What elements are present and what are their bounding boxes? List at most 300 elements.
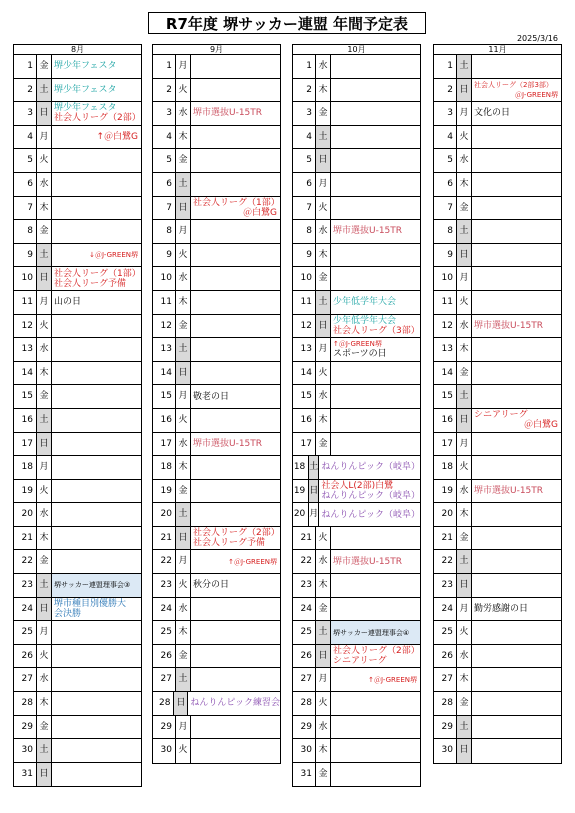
- event-cell: [472, 55, 561, 78]
- event-cell: [331, 550, 420, 573]
- day-number: 15: [153, 385, 176, 408]
- event-cell: [331, 315, 420, 338]
- event-cell: [191, 574, 280, 597]
- day-number: 4: [153, 126, 176, 149]
- weekday-cell: 金: [316, 267, 331, 290]
- weekday-cell: 水: [37, 503, 52, 526]
- day-row: [153, 739, 280, 763]
- day-row: [14, 126, 141, 150]
- weekday-cell: 日: [174, 692, 188, 715]
- event-cell: [191, 173, 280, 196]
- day-number: 10: [14, 267, 37, 290]
- event-text: シニアリーグ: [333, 656, 387, 667]
- weekday-cell: 火: [316, 692, 331, 715]
- event-cell: [191, 550, 280, 573]
- event-text: ねんりんピック（岐阜）: [321, 462, 420, 473]
- day-number: 19: [153, 480, 176, 503]
- day-number: 12: [153, 315, 176, 338]
- day-number: 26: [153, 645, 176, 668]
- event-cell: [52, 244, 141, 267]
- event-text: ↓＠J-GREEN堺: [89, 251, 138, 260]
- page-title: R7年度 堺サッカー連盟 年間予定表: [148, 12, 426, 34]
- day-number: 21: [153, 527, 176, 550]
- event-text: 敬老の日: [193, 391, 230, 402]
- weekday-cell: 土: [176, 503, 191, 526]
- day-number: 4: [293, 126, 316, 149]
- day-number: 4: [434, 126, 457, 149]
- day-row: [293, 291, 420, 315]
- weekday-cell: 月: [176, 220, 191, 243]
- weekday-cell: 日: [457, 79, 472, 102]
- weekday-cell: 水: [176, 102, 191, 125]
- weekday-cell: 土: [316, 291, 331, 314]
- day-number: 18: [293, 456, 309, 479]
- day-number: 3: [434, 102, 457, 125]
- day-row: [434, 550, 561, 574]
- weekday-cell: 金: [37, 220, 52, 243]
- day-number: 4: [14, 126, 37, 149]
- event-text: ねんりんピック（岐阜）: [321, 509, 420, 520]
- event-cell: [52, 433, 141, 456]
- event-cell: [472, 739, 561, 763]
- event-cell: [52, 503, 141, 526]
- weekday-cell: 水: [316, 716, 331, 739]
- day-number: 24: [434, 598, 457, 621]
- day-number: 28: [14, 692, 37, 715]
- event-text: 堺市選抜U-15TR: [474, 320, 544, 331]
- day-row: [434, 338, 561, 362]
- day-row: [14, 79, 141, 103]
- event-text: 社会人リーグ（3部）: [333, 325, 420, 336]
- weekday-cell: 月: [37, 126, 52, 149]
- event-cell: [191, 338, 280, 361]
- event-cell: [331, 621, 420, 644]
- day-row: [434, 220, 561, 244]
- event-cell: [331, 668, 420, 691]
- day-number: 23: [153, 574, 176, 597]
- day-number: 22: [434, 550, 457, 573]
- weekday-cell: 月: [176, 385, 191, 408]
- event-cell: [472, 527, 561, 550]
- weekday-cell: 水: [176, 598, 191, 621]
- day-row: [434, 433, 561, 457]
- weekday-cell: 木: [457, 338, 472, 361]
- day-row: [293, 267, 420, 291]
- day-number: 26: [293, 645, 316, 668]
- day-number: 9: [434, 244, 457, 267]
- day-row: [14, 574, 141, 598]
- weekday-cell: 木: [176, 456, 191, 479]
- weekday-cell: 火: [37, 645, 52, 668]
- weekday-cell: 月: [316, 173, 331, 196]
- event-cell: [191, 668, 280, 691]
- day-number: 13: [14, 338, 37, 361]
- event-cell: [52, 220, 141, 243]
- day-number: 25: [14, 621, 37, 644]
- weekday-cell: 金: [176, 645, 191, 668]
- event-cell: [52, 55, 141, 78]
- day-row: [153, 338, 280, 362]
- event-cell: [52, 79, 141, 102]
- weekday-cell: 土: [37, 409, 52, 432]
- weekday-cell: 日: [457, 574, 472, 597]
- event-cell: [472, 692, 561, 715]
- event-text: ↑＠J-GREEN堺: [228, 557, 277, 566]
- event-cell: [52, 692, 141, 715]
- event-text: スポーツの日: [333, 349, 387, 360]
- day-number: 24: [293, 598, 316, 621]
- day-number: 10: [434, 267, 457, 290]
- weekday-cell: 日: [316, 315, 331, 338]
- day-row: [293, 763, 420, 787]
- day-row: [14, 362, 141, 386]
- day-row: [293, 126, 420, 150]
- month-header: 9月: [152, 44, 281, 54]
- event-text: 堺少年フェスタ: [54, 84, 117, 95]
- event-text: ＠白鷺G: [243, 207, 277, 218]
- day-number: 6: [293, 173, 316, 196]
- weekday-cell: 木: [316, 574, 331, 597]
- event-text: 堺市種目別優勝大: [54, 598, 127, 609]
- weekday-cell: 火: [176, 739, 191, 763]
- day-number: 2: [293, 79, 316, 102]
- event-text: 社会人リーグ（1部）: [193, 197, 280, 208]
- day-row: [14, 645, 141, 669]
- day-number: 26: [434, 645, 457, 668]
- weekday-cell: 火: [176, 79, 191, 102]
- day-number: 17: [293, 433, 316, 456]
- month-header: 11月: [433, 44, 562, 54]
- event-cell: [472, 503, 561, 526]
- event-cell: [331, 645, 420, 668]
- event-cell: [331, 362, 420, 385]
- day-number: 7: [153, 197, 176, 220]
- day-row: [434, 267, 561, 291]
- event-text: 文化の日: [474, 108, 511, 119]
- weekday-cell: 日: [37, 763, 52, 787]
- day-row: [153, 267, 280, 291]
- day-row: [293, 645, 420, 669]
- weekday-cell: 金: [316, 102, 331, 125]
- event-cell: [52, 480, 141, 503]
- day-number: 15: [434, 385, 457, 408]
- day-row: [14, 527, 141, 551]
- day-row: [293, 480, 420, 504]
- weekday-cell: 土: [37, 574, 52, 597]
- event-cell: [191, 197, 280, 220]
- day-number: 25: [153, 621, 176, 644]
- event-cell: [52, 126, 141, 149]
- event-cell: [472, 315, 561, 338]
- weekday-cell: 金: [176, 149, 191, 172]
- weekday-cell: 火: [316, 362, 331, 385]
- day-number: 28: [434, 692, 457, 715]
- event-text: 社会人L(2部)白鷺: [321, 480, 394, 491]
- event-text: ↑＠白鷺G: [96, 132, 138, 143]
- event-cell: [52, 716, 141, 739]
- event-cell: [191, 79, 280, 102]
- day-row: [293, 574, 420, 598]
- day-number: 22: [293, 550, 316, 573]
- day-row: [14, 739, 141, 763]
- event-text: 堺市選抜U-15TR: [474, 485, 544, 496]
- day-row: [153, 692, 280, 716]
- day-row: [434, 102, 561, 126]
- event-cell: [52, 621, 141, 644]
- day-number: 2: [14, 79, 37, 102]
- event-text: 勤労感謝の日: [474, 603, 529, 614]
- day-number: 27: [293, 668, 316, 691]
- event-cell: [191, 716, 280, 739]
- weekday-cell: 金: [176, 480, 191, 503]
- day-grid: [152, 54, 281, 764]
- event-cell: [472, 385, 561, 408]
- event-cell: [319, 456, 420, 479]
- weekday-cell: 日: [37, 102, 52, 125]
- weekday-cell: 火: [176, 574, 191, 597]
- day-row: [293, 55, 420, 79]
- event-text: ＠白鷺G: [524, 420, 558, 431]
- day-row: [434, 692, 561, 716]
- weekday-cell: 木: [316, 409, 331, 432]
- weekday-cell: 水: [457, 149, 472, 172]
- weekday-cell: 水: [37, 668, 52, 691]
- weekday-cell: 木: [37, 692, 52, 715]
- event-cell: [191, 126, 280, 149]
- day-number: 21: [293, 527, 316, 550]
- day-number: 22: [153, 550, 176, 573]
- day-number: 31: [293, 763, 316, 787]
- day-row: [153, 197, 280, 221]
- weekday-cell: 木: [316, 244, 331, 267]
- weekday-cell: 日: [457, 409, 472, 432]
- weekday-cell: 土: [457, 55, 472, 78]
- day-row: [434, 574, 561, 598]
- event-cell: [191, 267, 280, 290]
- event-text: 社会人リーグ予備: [193, 538, 266, 549]
- day-row: [14, 102, 141, 126]
- event-cell: [52, 763, 141, 787]
- event-cell: [331, 716, 420, 739]
- day-row: [153, 480, 280, 504]
- event-cell: [52, 362, 141, 385]
- event-cell: [52, 291, 141, 314]
- day-row: [434, 79, 561, 103]
- event-cell: [52, 574, 141, 597]
- day-number: 7: [293, 197, 316, 220]
- event-cell: [331, 173, 420, 196]
- event-cell: [319, 480, 420, 503]
- weekday-cell: 金: [176, 315, 191, 338]
- event-cell: [191, 409, 280, 432]
- weekday-cell: 日: [176, 527, 191, 550]
- event-cell: [472, 621, 561, 644]
- day-number: 29: [14, 716, 37, 739]
- event-text: 少年低学年大会: [333, 315, 397, 326]
- day-number: 25: [293, 621, 316, 644]
- event-cell: [331, 574, 420, 597]
- day-row: [434, 244, 561, 268]
- event-text: 社会人リーグ（2部）: [193, 528, 280, 539]
- event-cell: [331, 385, 420, 408]
- day-number: 28: [293, 692, 316, 715]
- event-cell: [472, 291, 561, 314]
- weekday-cell: 金: [457, 197, 472, 220]
- weekday-cell: 月: [309, 503, 319, 526]
- event-cell: [191, 433, 280, 456]
- day-row: [153, 433, 280, 457]
- day-row: [293, 692, 420, 716]
- event-cell: [472, 244, 561, 267]
- day-number: 18: [14, 456, 37, 479]
- event-cell: [472, 220, 561, 243]
- event-cell: [331, 763, 420, 787]
- event-text: 社会人リーグ（2部）: [54, 113, 141, 124]
- day-row: [14, 220, 141, 244]
- day-row: [14, 244, 141, 268]
- day-number: 17: [14, 433, 37, 456]
- day-row: [14, 55, 141, 79]
- day-row: [293, 433, 420, 457]
- event-cell: [331, 55, 420, 78]
- day-row: [293, 149, 420, 173]
- weekday-cell: 水: [316, 385, 331, 408]
- day-row: [153, 244, 280, 268]
- day-row: [293, 102, 420, 126]
- day-row: [14, 716, 141, 740]
- weekday-cell: 火: [176, 244, 191, 267]
- event-cell: [52, 173, 141, 196]
- weekday-cell: 月: [176, 550, 191, 573]
- day-row: [434, 173, 561, 197]
- day-number: 7: [434, 197, 457, 220]
- event-cell: [191, 55, 280, 78]
- day-row: [153, 527, 280, 551]
- day-number: 19: [293, 480, 309, 503]
- weekday-cell: 水: [457, 645, 472, 668]
- event-cell: [52, 598, 141, 621]
- day-number: 3: [14, 102, 37, 125]
- weekday-cell: 水: [316, 220, 331, 243]
- day-row: [434, 739, 561, 763]
- day-number: 16: [14, 409, 37, 432]
- day-row: [434, 55, 561, 79]
- event-cell: [52, 267, 141, 290]
- day-row: [434, 126, 561, 150]
- day-number: 6: [434, 173, 457, 196]
- day-number: 6: [14, 173, 37, 196]
- day-number: 5: [293, 149, 316, 172]
- day-number: 21: [14, 527, 37, 550]
- day-number: 5: [434, 149, 457, 172]
- month-column-nov: [433, 44, 562, 764]
- weekday-cell: 水: [316, 550, 331, 573]
- weekday-cell: 土: [457, 385, 472, 408]
- event-cell: [52, 338, 141, 361]
- event-text: 山の日: [54, 297, 82, 308]
- day-number: 22: [14, 550, 37, 573]
- day-grid: [13, 54, 142, 787]
- weekday-cell: 月: [457, 267, 472, 290]
- weekday-cell: 月: [457, 433, 472, 456]
- event-text: 堺サッカー連盟理事会④: [333, 628, 410, 637]
- day-number: 1: [293, 55, 316, 78]
- day-row: [14, 668, 141, 692]
- day-number: 21: [434, 527, 457, 550]
- day-row: [153, 574, 280, 598]
- event-cell: [191, 291, 280, 314]
- day-row: [434, 645, 561, 669]
- day-number: 11: [153, 291, 176, 314]
- day-row: [293, 220, 420, 244]
- weekday-cell: 土: [309, 456, 319, 479]
- event-cell: [191, 149, 280, 172]
- day-number: 23: [14, 574, 37, 597]
- day-row: [293, 338, 420, 362]
- event-text: 堺少年フェスタ: [54, 61, 117, 72]
- event-cell: [472, 126, 561, 149]
- day-grid: [292, 54, 421, 787]
- event-cell: [191, 315, 280, 338]
- day-row: [293, 456, 420, 480]
- day-number: 28: [153, 692, 174, 715]
- day-number: 11: [293, 291, 316, 314]
- day-row: [14, 267, 141, 291]
- event-cell: [191, 220, 280, 243]
- event-cell: [331, 409, 420, 432]
- day-row: [434, 716, 561, 740]
- weekday-cell: 火: [457, 291, 472, 314]
- weekday-cell: 金: [316, 598, 331, 621]
- day-number: 1: [153, 55, 176, 78]
- day-number: 29: [293, 716, 316, 739]
- event-cell: [472, 79, 561, 102]
- day-row: [14, 315, 141, 339]
- weekday-cell: 木: [457, 668, 472, 691]
- event-cell: [472, 102, 561, 125]
- day-row: [153, 621, 280, 645]
- event-cell: [331, 598, 420, 621]
- day-row: [14, 291, 141, 315]
- day-row: [14, 480, 141, 504]
- day-number: 16: [153, 409, 176, 432]
- day-number: 16: [293, 409, 316, 432]
- weekday-cell: 日: [316, 149, 331, 172]
- event-cell: [472, 433, 561, 456]
- event-cell: [191, 102, 280, 125]
- event-text: シニアリーグ: [474, 410, 528, 421]
- day-number: 7: [14, 197, 37, 220]
- day-row: [434, 668, 561, 692]
- weekday-cell: 火: [37, 315, 52, 338]
- day-row: [434, 598, 561, 622]
- event-text: ねんりんピック練習会: [190, 698, 280, 709]
- event-cell: [191, 480, 280, 503]
- weekday-cell: 月: [37, 621, 52, 644]
- weekday-cell: 木: [176, 291, 191, 314]
- day-row: [434, 621, 561, 645]
- day-row: [293, 621, 420, 645]
- event-cell: [472, 598, 561, 621]
- day-row: [153, 55, 280, 79]
- day-row: [14, 503, 141, 527]
- day-number: 23: [293, 574, 316, 597]
- weekday-cell: 日: [37, 267, 52, 290]
- weekday-cell: 日: [37, 433, 52, 456]
- event-cell: [472, 668, 561, 691]
- event-cell: [52, 550, 141, 573]
- day-row: [293, 244, 420, 268]
